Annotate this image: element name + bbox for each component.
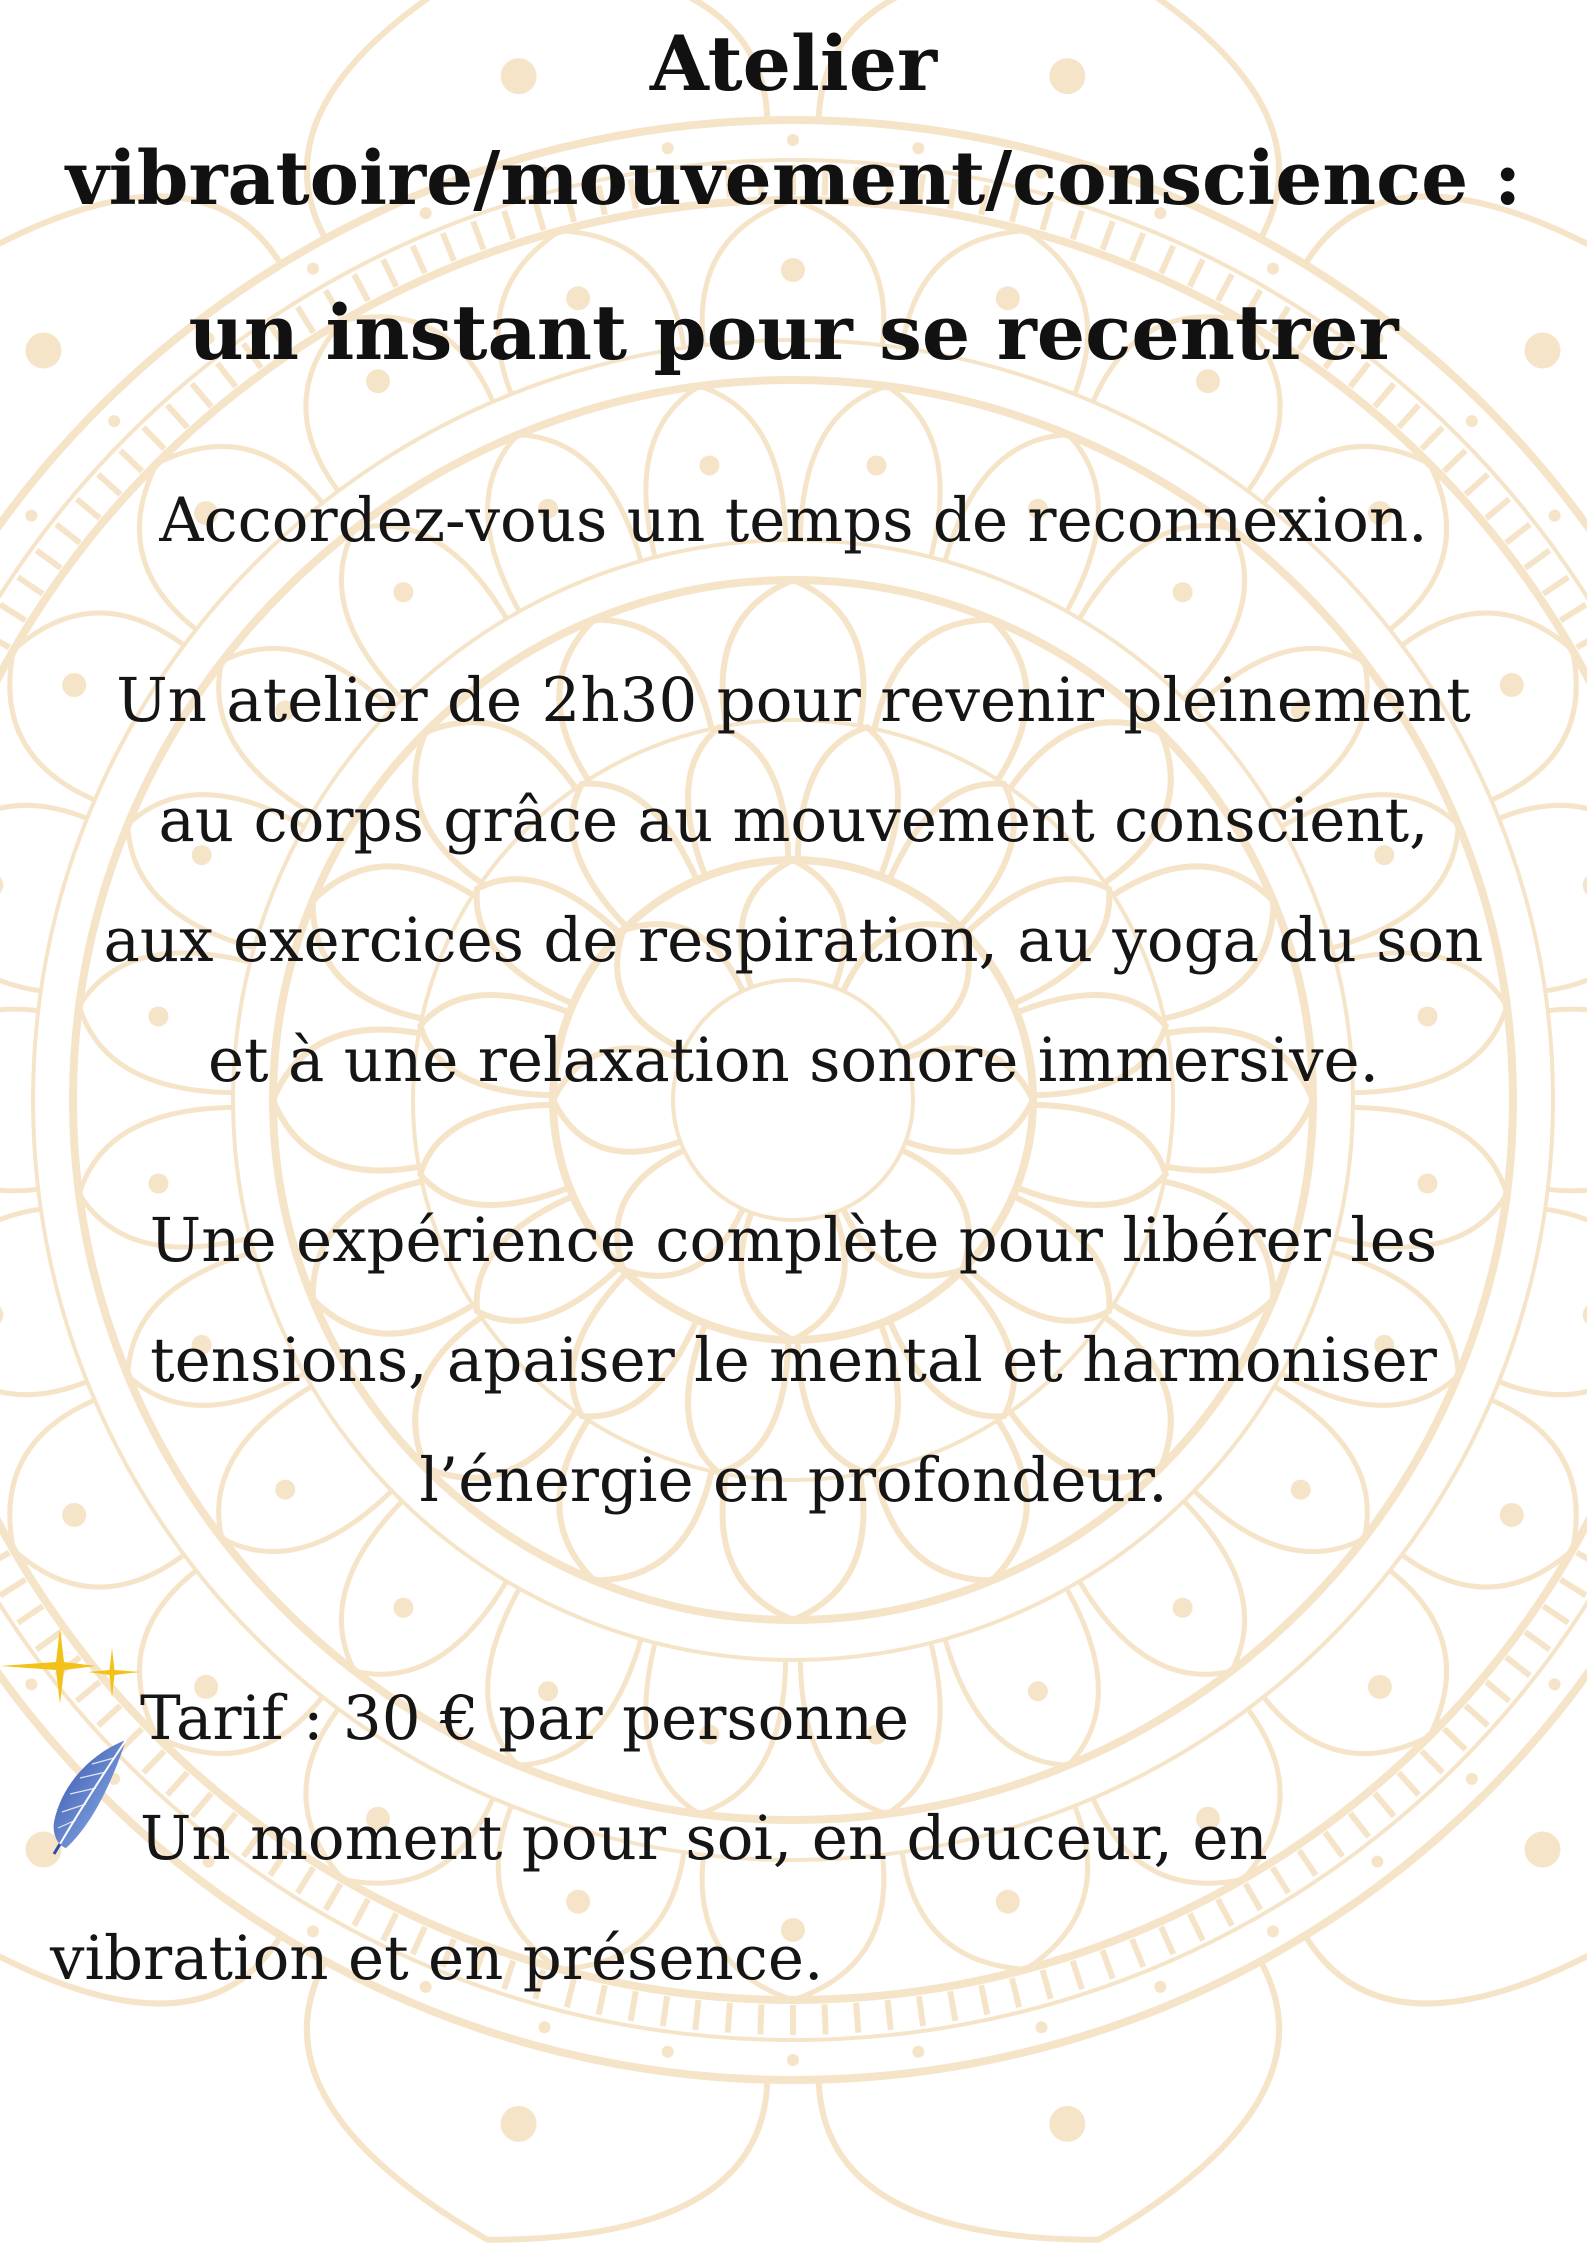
experience-line-1: Une expérience complète pour libérer les [149, 1205, 1438, 1276]
experience-line-3: l’énergie en profondeur. [419, 1445, 1168, 1516]
price-text: Tarif : 30 € par personne [140, 1683, 910, 1754]
description-line-2: au corps grâce au mouvement conscient, [158, 785, 1429, 856]
description-line-1: Un atelier de 2h30 pour revenir pleinement [116, 665, 1471, 736]
intro-text: Accordez-vous un temps de reconnexion. [159, 485, 1428, 556]
closing-line-2: vibration et en présence. [50, 1923, 824, 1994]
title-line-1: Atelier [649, 19, 938, 108]
feather-icon [44, 1736, 134, 1856]
description-line-4: et à une relaxation sonore immersive. [207, 1025, 1380, 1096]
experience-line-2: tensions, apaiser le mental et harmoniser [150, 1325, 1437, 1396]
sparkles-icon [0, 1628, 140, 1708]
title-line-2: vibratoire/mouvement/conscience : [65, 136, 1522, 222]
description-line-3: aux exercices de respiration, au yoga du son [103, 905, 1484, 976]
closing-line-1: Un moment pour soi, en douceur, en [140, 1803, 1268, 1874]
title-line-3: un instant pour se recentrer [188, 288, 1399, 377]
